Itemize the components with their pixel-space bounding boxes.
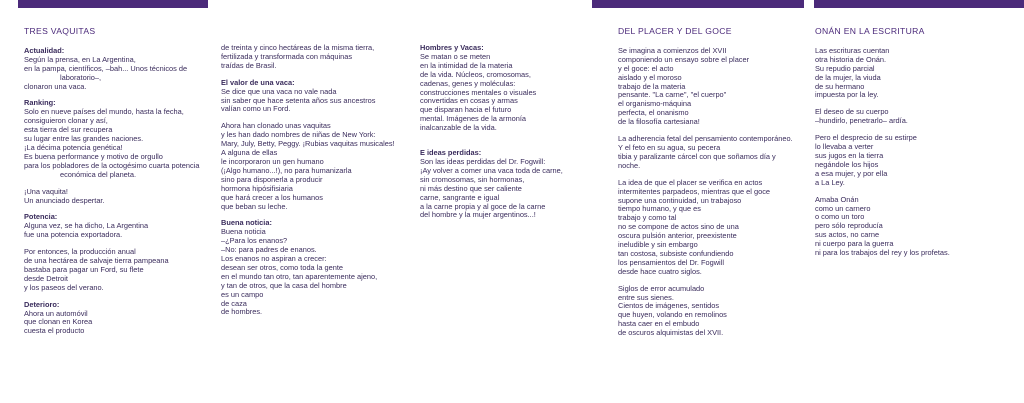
text-line: laboratorio–,: [60, 72, 102, 82]
text-line: ni más destino que ser caliente: [420, 183, 522, 193]
section-title-tres-vaquitas: TRES VAQUITAS: [24, 26, 96, 36]
text-line: Ahora un automóvil: [24, 308, 88, 318]
stanza-heading: Hombres y Vacas:: [420, 43, 484, 52]
stanza-heading: Deterioro:: [24, 299, 60, 309]
text-line: Su repudio parcial: [815, 63, 875, 73]
text-line: que disparan hacia el futuro: [420, 105, 512, 115]
stanza-adherencia: [618, 135, 812, 171]
text-line: Según la prensa, en La Argentina,: [24, 54, 136, 64]
text-line: traídas de Brasil.: [221, 60, 277, 70]
stanza-heading: Ranking:: [24, 98, 56, 108]
text-line: –No: para padres de enanos.: [221, 245, 317, 255]
text-line: no se compone de actos sino de una: [618, 222, 739, 232]
text-line: noche.: [618, 160, 641, 170]
text-line: Buena noticia: [221, 227, 266, 237]
text-line: fue una potencia exportadora.: [24, 230, 123, 240]
stanza-vaquita: [24, 188, 214, 206]
text-line: trabajo y como tal: [618, 213, 677, 223]
text-line: convertidas en cosas y armas: [420, 96, 518, 106]
stanza-deseo: [815, 108, 1020, 126]
text-line: Alguna vez, se ha dicho, La Argentina: [24, 221, 149, 231]
text-line: de la filosofía cartesiana!: [618, 117, 700, 127]
column-hombres-vacas: [420, 44, 592, 228]
text-line: trabajo de la materia: [618, 81, 686, 91]
text-line: Y el feto en su agua, su pecera: [618, 142, 721, 152]
section-title-placer-goce: DEL PLACER Y DEL GOCE: [618, 26, 732, 36]
text-line: ni cuerpo para la guerra: [815, 239, 894, 249]
stanza-ideas-perdidas: [420, 149, 592, 220]
text-line: Ahora han clonado unas vaquitas: [221, 121, 331, 131]
text-line: que clonan en Korea: [24, 317, 93, 327]
text-line: para los pobladores de la octogésimo cuarta potencia: [24, 160, 200, 170]
text-line: El deseo de su cuerpo: [815, 107, 889, 117]
text-line: ni para los trabajos del rey y los profetas.: [815, 248, 950, 258]
text-line: mental. Imágenes de la armonía: [420, 114, 526, 124]
text-line: sin cromosomas, sin hormonas,: [420, 174, 525, 184]
text-line: Son las ideas perdidas del Dr. Fogwill:: [420, 156, 546, 166]
text-line: en la pampa, científicos, –bah... Unos técnicos de: [24, 63, 188, 73]
text-line: de una hectárea de salvaje tierra pampeana: [24, 256, 169, 266]
text-line: negándole los hijos: [815, 159, 879, 169]
column-tres-vaquitas-cont: [221, 44, 416, 325]
text-line: esta tierra del sur recupera: [24, 125, 113, 135]
text-line: Las escrituras cuentan: [815, 45, 890, 55]
stanza-comienzos: [618, 47, 812, 127]
top-bar-left: [18, 0, 208, 8]
text-line: ¡Una vaquita!: [24, 186, 68, 196]
text-line: Un anunciado despertar.: [24, 195, 105, 205]
stanza-heading: Buena noticia:: [221, 218, 272, 228]
text-line: carne, sangrante e igual: [420, 192, 500, 202]
stanza-buena-noticia: [221, 219, 416, 317]
text-line: que hará crecer a los humanos: [221, 192, 323, 202]
text-line: a esa mujer, y por ella: [815, 168, 888, 178]
text-line: a La Ley.: [815, 177, 845, 187]
text-line: otra historia de Onán.: [815, 54, 887, 64]
text-line: Se imagina a comienzos del XVII: [618, 45, 727, 55]
text-line: sus actos, no carne: [815, 230, 880, 240]
section-title-onan: ONÁN EN LA ESCRITURA: [815, 26, 925, 36]
text-line: perfecta, el onanismo: [618, 108, 689, 118]
text-line: supone una continuidad, un trabajoso: [618, 195, 742, 205]
text-line: intermitentes parpadeos, mientras que el goce: [618, 186, 771, 196]
text-line: lo llevaba a verter: [815, 142, 874, 152]
text-line: el organismo-máquina: [618, 99, 692, 109]
text-line: Cientos de imágenes, sentidos: [618, 301, 720, 311]
text-line: inalcanzable de la vida.: [420, 123, 497, 133]
text-line: le incorporaron un gen humano: [221, 156, 324, 166]
text-line: Amaba Onán: [815, 194, 859, 204]
stanza-desprecio: [815, 134, 1020, 187]
text-line: de oscuros alquimistas del XVII.: [618, 328, 724, 338]
text-line: componiendo un ensayo sobre el placer: [618, 54, 750, 64]
stanza-entonces: [24, 248, 214, 293]
text-line: valían como un Ford.: [221, 104, 291, 114]
text-line: bastaba para pagar un Ford, su flete: [24, 264, 144, 274]
stanza-hectareas: [221, 44, 416, 71]
text-line: económica del planeta.: [60, 169, 137, 179]
text-line: sus jugos en la tierra: [815, 150, 884, 160]
text-line: oscura pulsión anterior, preexistente: [618, 231, 737, 241]
text-line: del hombre y la mujer argentinos...!: [420, 210, 536, 220]
text-line: y el goce: el acto: [618, 63, 674, 73]
text-line: ¡Ay volver a comer una vaca toda de carne,: [420, 165, 563, 175]
stanza-actualidad: [24, 47, 214, 92]
text-line: ineludible y sin embargo: [618, 240, 698, 250]
text-line: Siglos de error acumulado: [618, 283, 705, 293]
text-line: tiempo humano, y que es: [618, 204, 701, 214]
text-line: de su hermano: [815, 81, 865, 91]
text-line: en el mundo tan otro, tan aparentemente ajeno,: [221, 271, 378, 281]
text-line: impuesta por la ley.: [815, 90, 879, 100]
text-line: –hundirlo, penetrarlo– ardía.: [815, 116, 908, 126]
text-line: Solo en nueve países del mundo, hasta la fecha,: [24, 107, 184, 117]
top-bar-right: [814, 0, 1024, 8]
text-line: La idea de que el placer se verifica en actos: [618, 177, 763, 187]
text-line: tan costosa, subsiste confundiendo: [618, 248, 734, 258]
text-line: a la carne propia y al goce de la carne: [420, 201, 546, 211]
text-line: de la vida. Núcleos, cromosomas,: [420, 69, 531, 79]
text-line: o como un toro: [815, 212, 865, 222]
stanza-hombres-vacas: [420, 44, 592, 133]
stanza-clonado: [221, 122, 416, 211]
text-line: Se matan o se meten: [420, 51, 491, 61]
stanza-escrituras: [815, 47, 1020, 100]
text-line: que beban su leche.: [221, 201, 288, 211]
top-bar-mid: [592, 0, 804, 8]
stanza-heading: Potencia:: [24, 212, 58, 222]
text-line: y tan de otros, que la casa del hombre: [221, 280, 347, 290]
text-line: desde Detroit: [24, 273, 68, 283]
stanza-heading: El valor de una vaca:: [221, 77, 295, 87]
stanza-idea-placer: [618, 179, 812, 277]
stanza-siglos: [618, 285, 812, 338]
text-line: de la mujer, la viuda: [815, 72, 881, 82]
text-line: sino para disponerla a producir: [221, 174, 323, 184]
text-line: sin saber que hace setenta años sus ancestros: [221, 95, 376, 105]
column-placer-goce: [618, 27, 812, 346]
text-line: y les han dado nombres de niñas de New York:: [221, 130, 376, 140]
text-line: tibia y paralizante cárcel con que soñamos día y: [618, 151, 776, 161]
text-line: Pero el desprecio de su estirpe: [815, 133, 917, 143]
text-line: ¡La décima potencia genética!: [24, 142, 123, 152]
text-line: de hombres.: [221, 307, 263, 317]
stanza-amaba: [815, 196, 1020, 258]
text-line: en la intimidad de la materia: [420, 60, 513, 70]
text-line: como un carnero: [815, 203, 871, 213]
text-line: Mary, July, Betty, Peggy. ¡Rubias vaquitas musicales!: [221, 139, 395, 149]
text-line: –¿Para los enanos?: [221, 236, 288, 246]
stanza-valor-vaca: [221, 79, 416, 115]
column-tres-vaquitas: [24, 27, 214, 344]
stanza-ranking: [24, 99, 214, 179]
text-line: aislado y el moroso: [618, 72, 682, 82]
text-line: desde hace cuatro siglos.: [618, 266, 702, 276]
stanza-heading: Actualidad:: [24, 45, 65, 55]
text-line: Se dice que una vaca no vale nada: [221, 86, 337, 96]
text-line: hasta caer en el embudo: [618, 319, 700, 329]
text-line: La adherencia fetal del pensamiento contemporáneo.: [618, 134, 793, 144]
text-line: construcciones mentales o visuales: [420, 87, 537, 97]
column-onan: [815, 27, 1020, 266]
text-line: A alguna de ellas: [221, 148, 278, 158]
text-line: cuesta el producto: [24, 326, 85, 336]
text-line: entre sus sienes.: [618, 292, 674, 302]
text-line: consiguieron clonar y así,: [24, 116, 108, 126]
text-line: y los paseos del verano.: [24, 282, 104, 292]
stanza-heading: E ideas perdidas:: [420, 148, 482, 158]
text-line: hormona hipósifisiaria: [221, 183, 293, 193]
text-line: Los enanos no aspiran a crecer:: [221, 254, 327, 264]
text-line: pensante. "La carne", "el cuerpo": [618, 90, 727, 100]
stanza-potencia: [24, 213, 214, 240]
text-line: es un campo: [221, 289, 264, 299]
text-line: clonaron una vaca.: [24, 81, 87, 91]
text-line: su lugar entre las grandes naciones.: [24, 134, 144, 144]
text-line: Es buena performance y motivo de orgullo: [24, 151, 163, 161]
text-line: de treinta y cinco hectáreas de la misma tierra,: [221, 43, 375, 52]
text-line: de caza: [221, 298, 247, 308]
text-line: Por entonces, la producción anual: [24, 247, 136, 257]
text-line: que huyen, volando en remolinos: [618, 310, 727, 320]
text-line: los pensamientos del Dr. Fogwill: [618, 257, 724, 267]
text-line: pero sólo reproducía: [815, 221, 883, 231]
text-line: desean ser otros, como toda la gente: [221, 262, 344, 272]
text-line: fertilizada y transformada con máquinas: [221, 51, 353, 61]
text-line: cadenas, genes y moléculas:: [420, 78, 516, 88]
stanza-deterioro: [24, 301, 214, 337]
text-line: (¡Algo humano...!), no para humanizarla: [221, 165, 352, 175]
